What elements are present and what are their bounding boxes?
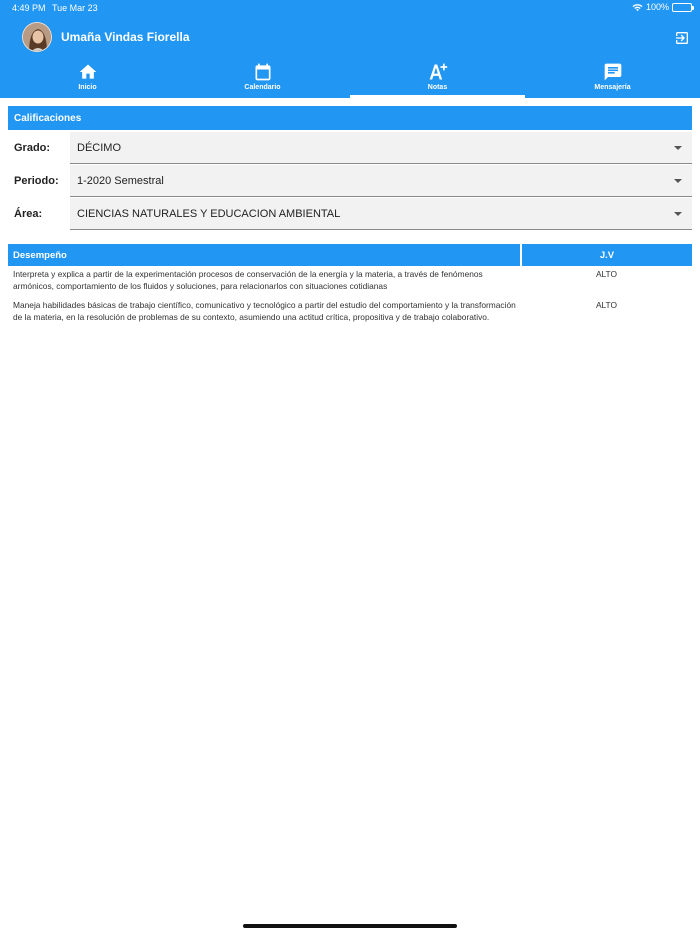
dropdown-arrow-icon xyxy=(674,179,682,183)
area-label: Área: xyxy=(14,208,43,220)
table-row xyxy=(8,297,692,328)
desempeno-cell: Maneja habilidades básicas de trabajo científico, comunicativo y tecnológico a partir del estudio del comportamiento y la transformación de la materia, en la resolución de problemas de su contexto, asumiendo una actitud crítica, propositiva y de trabajo colaborativo. xyxy=(13,300,516,322)
tab-label: Notas xyxy=(427,84,448,91)
grado-field xyxy=(8,132,692,164)
grado-label: Grado: xyxy=(14,142,51,154)
calendar-icon xyxy=(253,62,273,82)
table-header-row xyxy=(8,244,692,266)
tab-mensajeria[interactable] xyxy=(525,60,700,98)
jv-cell: ALTO xyxy=(595,300,618,310)
table-row xyxy=(8,266,692,297)
status-date: Tue Mar 23 xyxy=(52,3,98,13)
grado-select[interactable] xyxy=(70,132,692,164)
logout-icon[interactable] xyxy=(674,30,690,46)
battery-percent: 100% xyxy=(645,2,669,12)
jv-cell: ALTO xyxy=(595,269,618,279)
tab-notas[interactable] xyxy=(350,60,525,98)
dropdown-arrow-icon xyxy=(674,212,682,216)
battery-icon xyxy=(672,3,692,12)
tab-label: Calendario xyxy=(244,84,281,91)
tab-calendario[interactable] xyxy=(175,60,350,98)
area-field xyxy=(8,198,692,230)
tab-bar xyxy=(0,60,700,98)
status-right xyxy=(632,2,692,12)
message-icon xyxy=(603,62,623,82)
area-value: CIENCIAS NATURALES Y EDUCACION AMBIENTAL xyxy=(77,208,341,220)
periodo-field xyxy=(8,165,692,197)
grado-value: DÉCIMO xyxy=(77,142,121,154)
tab-label: Inicio xyxy=(78,84,97,91)
desempeno-cell: Interpreta y explica a partir de la experimentación procesos de conservación de la energía y la materia, a través de fenómenos armónicos, comportamiento de los fluidos y soluciones, para relacionarlos con situaciones cotidianas xyxy=(13,269,483,291)
status-bar xyxy=(0,0,700,16)
status-time: 4:49 PM xyxy=(12,3,46,13)
home-indicator[interactable] xyxy=(243,924,457,928)
wifi-icon xyxy=(632,3,643,12)
periodo-select[interactable] xyxy=(70,165,692,197)
active-tab-indicator xyxy=(350,95,525,98)
column-header-desempeno: Desempeño xyxy=(8,244,521,266)
tab-label: Mensajería xyxy=(594,84,631,91)
dropdown-arrow-icon xyxy=(674,146,682,150)
home-icon xyxy=(78,62,98,82)
column-header-jv: J.V xyxy=(521,244,692,266)
periodo-value: 1-2020 Semestral xyxy=(77,175,164,187)
grade-a-plus-icon xyxy=(428,62,448,82)
periodo-label: Periodo: xyxy=(14,175,59,187)
area-select[interactable] xyxy=(70,198,692,230)
tab-inicio[interactable] xyxy=(0,60,175,98)
user-profile[interactable] xyxy=(22,21,190,53)
performance-table xyxy=(8,244,692,328)
app-bar xyxy=(0,0,700,98)
avatar xyxy=(22,22,52,52)
section-title: Calificaciones xyxy=(8,106,692,130)
user-name: Umaña Vindas Fiorella xyxy=(61,30,190,44)
